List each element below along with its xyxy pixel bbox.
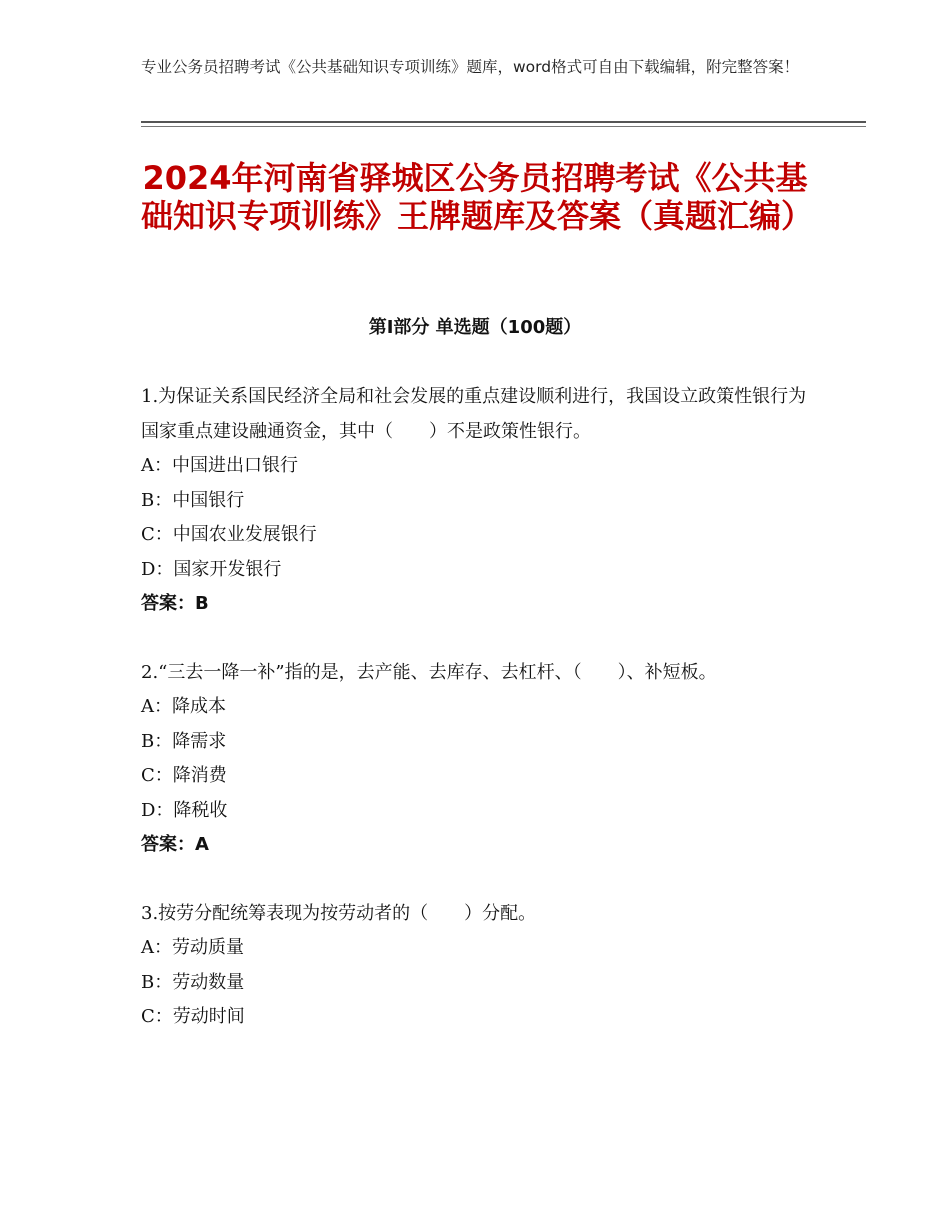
answer: 答案：B (141, 593, 209, 614)
option-b: B：降需求 (141, 730, 227, 752)
option-b: B：中国银行 (141, 489, 245, 511)
section-title: 第Ⅰ部分 单选题（100题） (368, 317, 582, 338)
question-2 (141, 656, 809, 863)
question-3 (141, 897, 809, 1035)
answer: 答案：A (141, 834, 209, 855)
header-note: 专业公务员招聘考试《公共基础知识专项训练》题库，word格式可自由下载编辑，附完整答案！ (141, 58, 800, 76)
document-title: 2024年河南省驿城区公务员招聘考试《公共基础知识专项训练》王牌题库及答案（真题汇编） (141, 159, 814, 235)
question-1 (141, 380, 809, 622)
question-stem: 2.“三去一降一补”指的是，去产能、去库存、去杠杆、（ ）、补短板。 (141, 661, 717, 683)
question-list (141, 380, 809, 1069)
option-c: C：降消费 (141, 765, 227, 786)
option-a: A：劳动质量 (141, 937, 244, 958)
option-d: D：降税收 (141, 799, 228, 821)
option-c: C：劳动时间 (141, 1006, 245, 1027)
header-divider-thin (141, 126, 866, 127)
header-divider-thick (141, 121, 866, 123)
option-d: D：国家开发银行 (141, 558, 282, 580)
option-b: B：劳动数量 (141, 971, 245, 993)
option-a: A：中国进出口银行 (141, 455, 298, 476)
option-a: A：降成本 (141, 696, 226, 717)
question-stem: 3.按劳分配统筹表现为按劳动者的（ ）分配。 (141, 902, 537, 924)
question-stem: 1.为保证关系国民经济全局和社会发展的重点建设顺利进行，我国设立政策性银行为国家重点建设融通资金，其中（ ）不是政策性银行。 (141, 386, 807, 442)
option-c: C：中国农业发展银行 (141, 524, 317, 545)
